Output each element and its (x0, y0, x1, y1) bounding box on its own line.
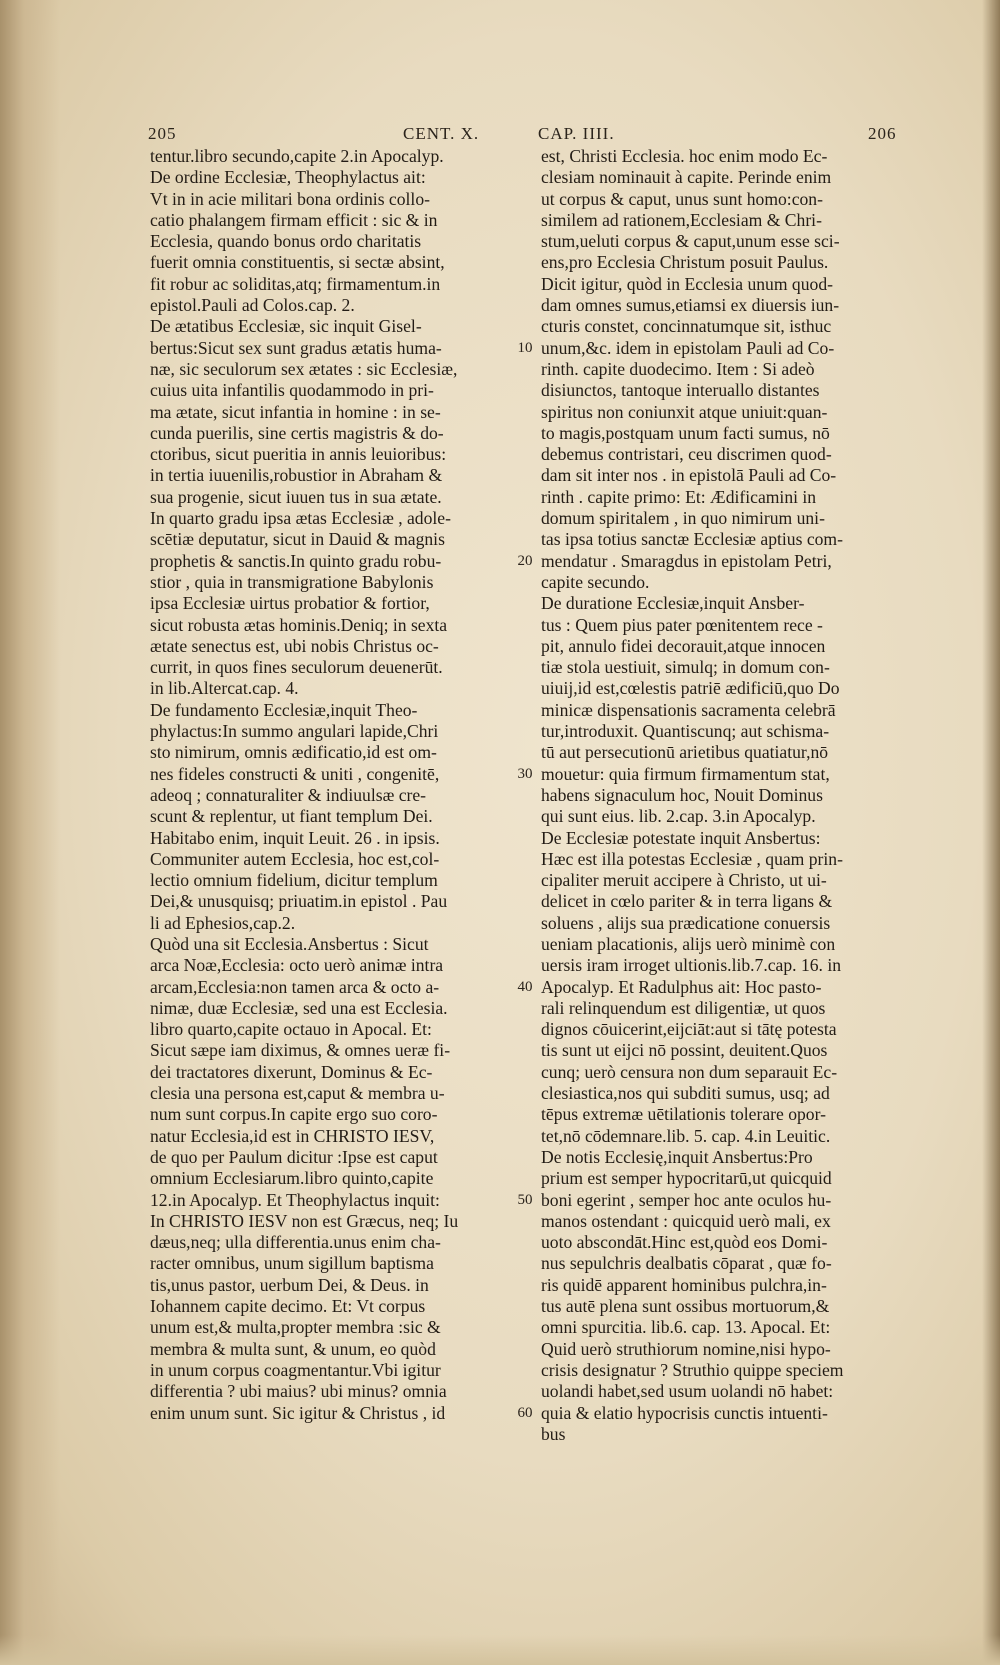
text-line: ut corpus & caput, unus sunt homo:con- (541, 188, 823, 209)
text-line: dam sit inter nos . in epistolā Pauli ad Co- (541, 465, 837, 486)
text-line: cipaliter meruit accipere à Christo, ut ui- (541, 870, 827, 891)
text-line: tus autē plena sunt ossibus mortuorum,& (541, 1296, 830, 1317)
line-number: 60 (517, 1404, 533, 1421)
text-line: domum spiritalem , in quo nimirum uni- (541, 508, 825, 529)
left-text-column (150, 146, 518, 1424)
text-line: habens signaculum hoc, Nouit Dominus (541, 784, 823, 805)
text-line: ma ætate, sicut infantia in homine : in se- (150, 401, 441, 422)
text-line: Vt in in acie militari bona ordinis collo- (150, 188, 430, 209)
text-line: De ordine Ecclesiæ, Theophylactus ait: (150, 167, 426, 188)
text-line: unum est,& multa,propter membra :sic & (150, 1317, 441, 1338)
text-line: uolandi habet,sed usum uolandi nō habet: (541, 1381, 834, 1402)
text-line: arcam,Ecclesia:non tamen arca & octo a- (150, 976, 440, 997)
text-line: sicut robusta ætas hominis.Deniq; in sexta (150, 614, 448, 635)
text-line: rinth . capite primo: Et: Ædificamini in (541, 486, 817, 507)
text-line: bertus:Sicut sex sunt gradus ætatis huma- (150, 337, 442, 358)
text-line: spiritus non coniunxit atque uniuit:quan- (541, 401, 828, 422)
text-line: Sicut sæpe iam diximus, & omnes ueræ fi- (150, 1040, 451, 1061)
line-number: 50 (517, 1191, 533, 1208)
text-line: cturis constet, concinnatumque sit, isthuc (541, 316, 832, 337)
text-line: uiuij,id est,cœlestis patriē ædificiū,quo Do (541, 678, 840, 699)
line-number: 40 (517, 978, 533, 995)
text-line: Habitabo enim, inquit Leuit. 26 . in ipsis. (150, 827, 440, 848)
text-line: De notis Ecclesię,inquit Ansbertus:Pro (541, 1146, 813, 1167)
text-line: uersis iram irroget ultionis.lib.7.cap. 16. in (541, 955, 842, 976)
text-line: Hæc est illa potestas Ecclesiæ , quam prin- (541, 848, 843, 869)
text-line: Apocalyp. Et Radulphus ait: Hoc pasto- (541, 976, 822, 997)
text-line: bus (541, 1423, 566, 1444)
text-line: tiæ stola uestiuit, simulq; in domum con- (541, 657, 830, 678)
text-line: ueniam placationis, alijs uerò minimè con (541, 933, 836, 954)
page-number-right: 206 (868, 124, 897, 143)
text-line: pit, annulo fidei decorauit,atque innocen (541, 635, 826, 656)
text-line: arca Noæ,Ecclesia: octo uerò animæ intra (150, 955, 444, 976)
text-line: clesia una persona est,caput & membra u- (150, 1083, 445, 1104)
page-gutter-shadow (0, 0, 60, 1665)
text-line: In CHRISTO IESV non est Græcus, neq; Iu (150, 1210, 459, 1231)
text-line: catio phalangem firmam efficit : sic & in (150, 209, 438, 230)
chapter-heading: CAP. IIII. (538, 124, 615, 143)
text-line: tis,unus pastor, uerbum Dei, & Deus. in (150, 1274, 429, 1295)
text-line: cunda puerilis, sine certis magistris & do- (150, 422, 444, 443)
text-line: De fundamento Ecclesiæ,inquit Theo- (150, 699, 418, 720)
text-line: nes fideles constructi & uniti , congenitē, (150, 763, 440, 784)
text-line: scunt & replentur, ut fiant templum Dei. (150, 806, 433, 827)
text-line: similem ad rationem,Ecclesiam & Chri- (541, 209, 822, 230)
text-line: natur Ecclesia,id est in CHRISTO IESV, (150, 1125, 435, 1146)
text-line: quia & elatio hypocrisis cunctis intuenti- (541, 1402, 828, 1423)
text-line: debemus contristari, ceu discrimen quod- (541, 444, 832, 465)
text-line: tet,nō cōdemnare.lib. 5. cap. 4.in Leuitic. (541, 1125, 831, 1146)
text-line: cuius uita infantilis quodammodo in pri- (150, 380, 434, 401)
text-line: tis sunt ut eijci nō possint, deuitent.Quos (541, 1040, 828, 1061)
text-line: minicæ dispensationis sacramenta celebrā (541, 699, 836, 720)
text-line: dignos cōuicerint,eijciāt:aut si tātę potesta (541, 1019, 837, 1040)
text-line: rali relinquendum est diligentiæ, ut quos (541, 997, 826, 1018)
running-title: CENT. X. (403, 124, 480, 143)
text-line: ipsa Ecclesiæ uirtus probatior & fortior, (150, 593, 430, 614)
text-line: li ad Ephesios,cap.2. (150, 912, 296, 933)
text-line: enim unum sunt. Sic igitur & Christus , id (150, 1402, 446, 1423)
text-line: de quo per Paulum dicitur :Ipse est caput (150, 1146, 438, 1167)
text-line: dei tractatores dixerunt, Dominus & Ec- (150, 1061, 433, 1082)
text-line: racter omnibus, unum sigillum baptisma (150, 1253, 434, 1274)
text-line: qui sunt eius. lib. 2.cap. 3.in Apocalyp. (541, 806, 816, 827)
text-line: rinth. capite duodecimo. Item : Si adeò (541, 358, 815, 379)
text-line: Communiter autem Ecclesia, hoc est,col- (150, 848, 440, 869)
text-line: crisis designatur ? Struthio quippe speciem (541, 1359, 844, 1380)
text-line: differentia ? ubi maius? ubi minus? omnia (150, 1381, 447, 1402)
text-line: num sunt corpus.In capite ergo suo coro- (150, 1104, 438, 1125)
text-line: Dei,& unusquisq; priuatim.in epistol . Pau (150, 891, 448, 912)
text-line: soluens , alijs sua prædicatione conuersis (541, 912, 831, 933)
text-line: manos ostendant : quicquid uerò mali, ex (541, 1210, 831, 1231)
text-line: Quid uerò struthiorum nomine,nisi hypo- (541, 1338, 831, 1359)
running-header (148, 124, 900, 148)
text-line: De duratione Ecclesiæ,inquit Ansber- (541, 593, 805, 614)
text-line: cunq; uerò censura non dum separauit Ec- (541, 1061, 838, 1082)
text-line: epistol.Pauli ad Colos.cap. 2. (150, 295, 355, 316)
text-line: adeoq ; connaturaliter & indiuulsæ cre- (150, 784, 427, 805)
text-line: Quòd una sit Ecclesia.Ansbertus : Sicut (150, 933, 429, 954)
text-line: ris quidē apparent hominibus pulchra,in- (541, 1274, 827, 1295)
text-line: disiunctos, tantoque interuallo distantes (541, 380, 820, 401)
page-bottom-shadow (0, 1635, 1000, 1665)
text-line: De Ecclesiæ potestate inquit Ansbertus: (541, 827, 821, 848)
text-line: in tertia iuuenilis,robustior in Abraham & (150, 465, 443, 486)
right-text-column (541, 146, 909, 1445)
text-line: tus : Quem pius pater pœnitentem rece - (541, 614, 823, 635)
text-line: omni spurcitia. lib.6. cap. 13. Apocal. Et: (541, 1317, 831, 1338)
page-edge-shadow (982, 0, 1000, 1665)
text-line: boni egerint , semper hoc ante oculos hu- (541, 1189, 832, 1210)
text-line: næ, sic seculorum sex ætates : sic Ecclesiæ, (150, 358, 458, 379)
line-number: 30 (517, 765, 533, 782)
text-line: tur,introduxit. Quantiscunq; aut schisma- (541, 721, 830, 742)
text-line: stior , quia in transmigratione Babylonis (150, 571, 434, 592)
text-line: scētiæ deputatur, sicut in Dauid & magnis (150, 529, 445, 550)
text-line: ens,pro Ecclesia Christum posuit Paulus. (541, 252, 829, 273)
text-line: 12.in Apocalyp. Et Theophylactus inquit: (150, 1189, 440, 1210)
text-line: dam omnes sumus,etiamsi ex diuersis iun- (541, 295, 840, 316)
text-line: fuerit omnia constituentis, si sectæ absint, (150, 252, 445, 273)
text-line: delicet in cœlo pariter & in terra ligans & (541, 891, 833, 912)
text-line: phylactus:In summo angulari lapide,Chri (150, 721, 439, 742)
text-line: sua progenie, sicut iuuen tus in sua ætate. (150, 486, 442, 507)
text-line: est, Christi Ecclesia. hoc enim modo Ec- (541, 146, 828, 166)
text-line: ætate senectus est, ubi nobis Christus oc- (150, 635, 439, 656)
text-line: to magis,postquam unum facti sumus, nō (541, 422, 830, 443)
text-line: omnium Ecclesiarum.libro quinto,capite (150, 1168, 434, 1189)
text-line: lectio omnium fidelium, dicitur templum (150, 870, 438, 891)
text-line: nus sepulchris dealbatis cōparat , quæ fo- (541, 1253, 832, 1274)
text-line: capite secundo. (541, 571, 650, 592)
text-line: tas ipsa totius sanctæ Ecclesiæ aptius com- (541, 529, 843, 550)
text-line: tentur.libro secundo,capite 2.in Apocalyp. (150, 146, 444, 166)
text-line: clesiam nominauit à capite. Perinde enim (541, 167, 832, 188)
text-line: in unum corpus coagmentantur.Vbi igitur (150, 1359, 441, 1380)
text-line: ctoribus, sicut pueritia in annis leuioribus: (150, 444, 447, 465)
text-line: tū aut persecutionū arietibus quatiatur,nō (541, 742, 829, 763)
text-line: mendatur . Smaragdus in epistolam Petri, (541, 550, 832, 571)
text-line: in lib.Altercat.cap. 4. (150, 678, 299, 699)
text-line: Iohannem capite decimo. Et: Vt corpus (150, 1296, 426, 1317)
text-line: Ecclesia, quando bonus ordo charitatis (150, 231, 422, 252)
line-number: 10 (517, 339, 533, 356)
text-line: membra & multa sunt, & unum, eo quòd (150, 1338, 436, 1359)
text-line: Dicit igitur, quòd in Ecclesia unum quod- (541, 273, 833, 294)
text-line: sto nimirum, omnis ædificatio,id est om- (150, 742, 437, 763)
text-line: fit robur ac soliditas,atq; firmamentum.in (150, 273, 441, 294)
text-line: dæus,neq; ulla differentia.unus enim cha- (150, 1232, 441, 1253)
text-line: prophetis & sanctis.In quinto gradu robu- (150, 550, 442, 571)
line-number: 20 (517, 552, 533, 569)
text-line: uoto abscondāt.Hinc est,quòd eos Domi- (541, 1232, 828, 1253)
text-line: clesiastica,nos qui subditi sumus, usq; ad (541, 1083, 830, 1104)
text-line: De ætatibus Ecclesiæ, sic inquit Gisel- (150, 316, 422, 337)
text-line: unum,&c. idem in epistolam Pauli ad Co- (541, 337, 835, 358)
text-line: currit, in quos fines seculorum deuenerūt. (150, 657, 443, 678)
text-line: mouetur: quia firmum firmamentum stat, (541, 763, 830, 784)
text-line: libro quarto,capite octauo in Apocal. Et: (150, 1019, 432, 1040)
text-line: In quarto gradu ipsa ætas Ecclesiæ , adole- (150, 508, 451, 529)
text-line: stum,ueluti corpus & caput,unum esse sci- (541, 231, 840, 252)
text-line: prium est semper hypocritarū,ut quicquid (541, 1168, 832, 1189)
text-line: tēpus extremæ uētilationis tolerare opor- (541, 1104, 826, 1125)
page-number-left: 205 (148, 124, 177, 143)
text-line: nimæ, duæ Ecclesiæ, sed una est Ecclesia. (150, 997, 448, 1018)
